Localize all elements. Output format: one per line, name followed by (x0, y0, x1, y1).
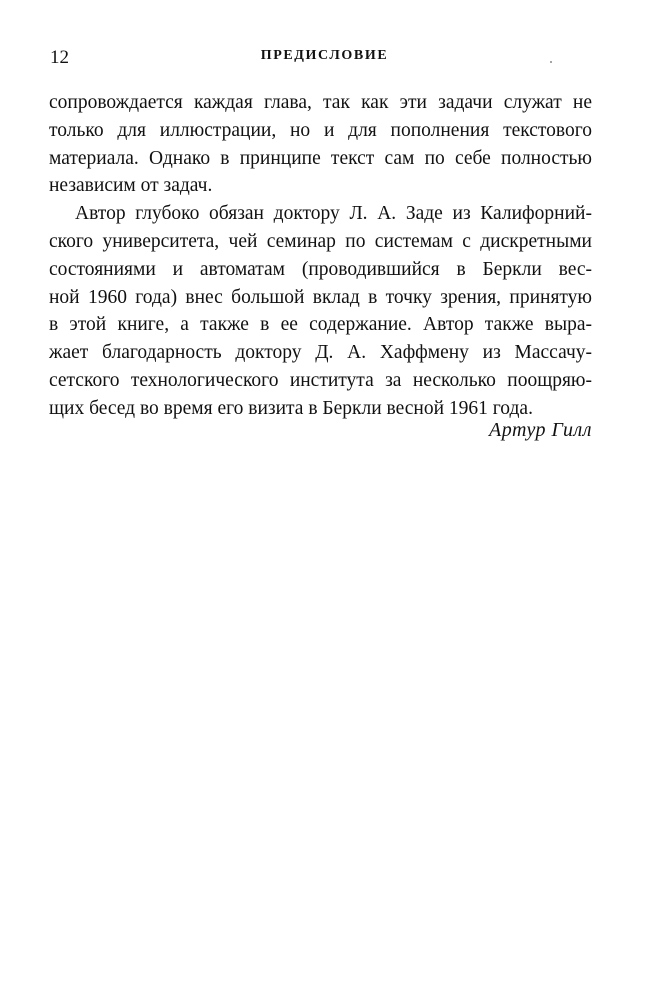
text-line: жает благодарность доктору Д. А. Хаффмену из Массачу- (49, 342, 592, 364)
text-line: в этой книге, а также в ее содержание. Автор также выра- (49, 314, 592, 336)
text-line: сетского технологического института за несколько поощряю- (49, 369, 592, 391)
text-line: сопровождается каждая глава, так как эти задачи служат не (49, 92, 592, 113)
text-line: ной 1960 года) внес большой вклад в точку зрения, принятую (49, 286, 592, 308)
print-speck (550, 61, 552, 63)
author-signature: Артур Гилл (489, 419, 592, 441)
text-line: Автор глубоко обязан доктору Л. А. Заде из Калифорний- (75, 203, 592, 225)
text-line: материала. Однако в принципе текст сам по себе полностью (49, 147, 592, 169)
text-line: только для иллюстрации, но и для пополнения текстового (49, 119, 592, 141)
running-title: ПРЕДИСЛОВИЕ (260, 48, 389, 63)
page-number: 12 (50, 47, 69, 68)
body-text (49, 89, 592, 423)
text-line: щих бесед во время его визита в Беркли весной 1961 года. (49, 397, 533, 419)
text-line: независим от задач. (49, 175, 213, 197)
text-line: ского университета, чей семинар по системам с дискретными (49, 230, 592, 252)
text-line: состояниями и автоматам (проводившийся в Беркли вес- (49, 258, 592, 280)
paragraph-2 (49, 200, 592, 422)
paragraph-1 (49, 89, 592, 200)
